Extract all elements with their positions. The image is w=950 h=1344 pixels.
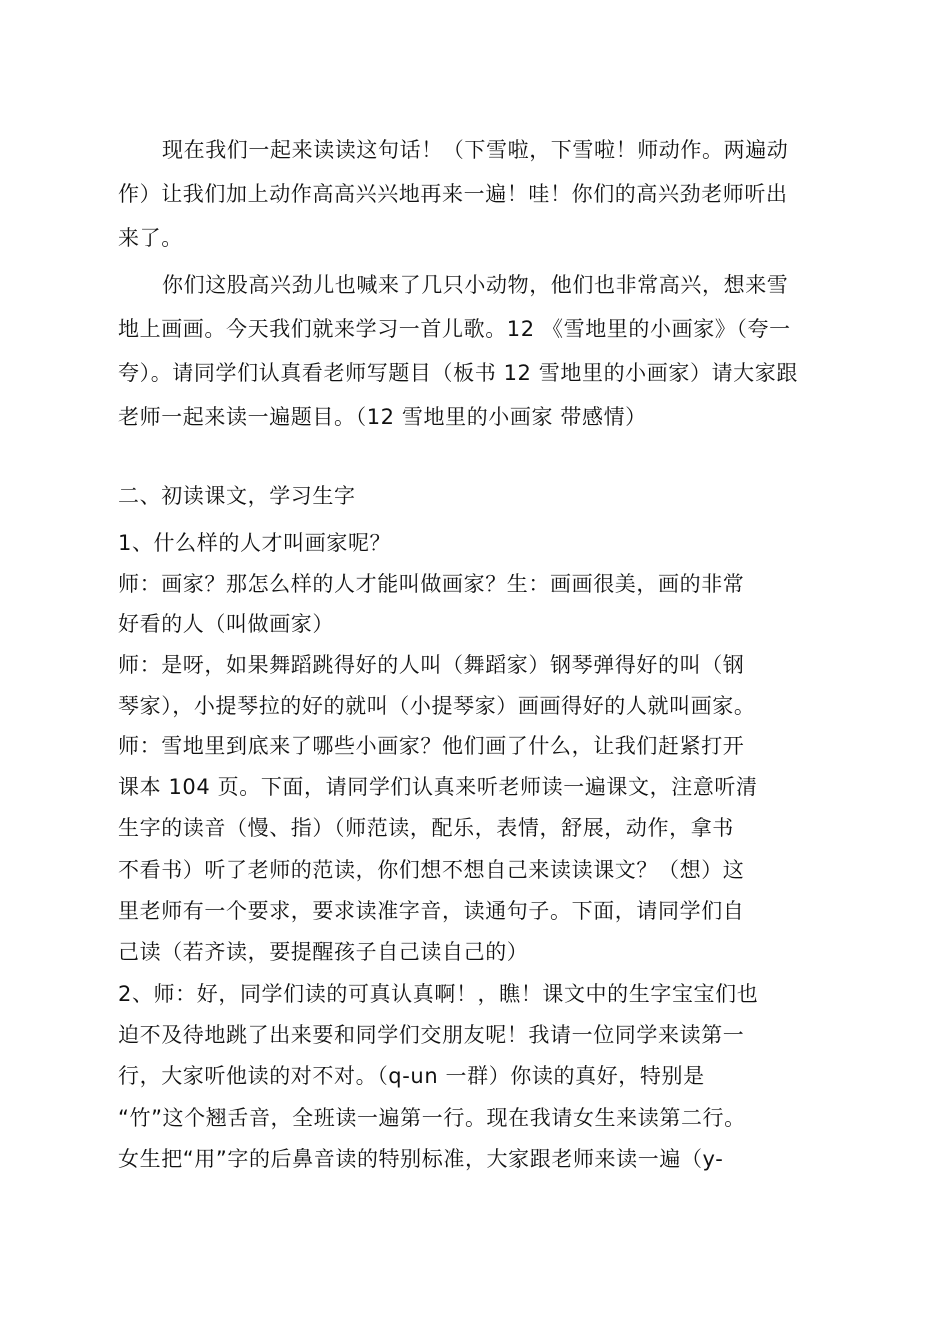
body-line: 师：雪地里到底来了哪些小画家？他们画了什么，让我们赶紧打开 (118, 734, 745, 758)
body-line: 1、什么样的人才叫画家呢？ (118, 531, 392, 555)
body-line: 师：画家？那怎么样的人才能叫做画家？生：画画很美，画的非常 (118, 572, 745, 596)
body-line: 迫不及待地跳了出来要和同学们交朋友呢！我请一位同学来读第一 (118, 1023, 745, 1047)
body-line: 2、师：好，同学们读的可真认真啊！，瞧！课文中的生字宝宝们也 (118, 982, 759, 1006)
body-line: 生字的读音（慢、指）（师范读，配乐，表情，舒展，动作，拿书 (118, 816, 734, 840)
body-line: “竹”这个翘舌音，全班读一遍第一行。现在我请女生来读第二行。 (118, 1106, 746, 1130)
section-heading: 二、初读课文，学习生字 (118, 484, 356, 508)
paragraph-1-line-2: 作）让我们加上动作高高兴兴地再来一遍！哇！你们的高兴劲老师听出 (118, 182, 788, 206)
body-line: 行，大家听他读的对不对。（q-un 一群）你读的真好，特别是 (118, 1064, 705, 1088)
paragraph-1-line-1: 现在我们一起来读读这句话！（下雪啦，下雪啦！师动作。两遍动 (162, 138, 789, 162)
body-line: 好看的人（叫做画家） (118, 612, 334, 636)
paragraph-2-line-1: 你们这股高兴劲儿也喊来了几只小动物，他们也非常高兴，想来雪 (162, 273, 789, 297)
body-line: 课本 104 页。下面，请同学们认真来听老师读一遍课文，注意听清 (118, 775, 758, 799)
paragraph-1-line-3: 来了。 (118, 226, 183, 250)
paragraph-2-line-3: 夸）。请同学们认真看老师写题目（板书 12 雪地里的小画家）请大家跟 (118, 361, 798, 385)
body-line: 琴家），小提琴拉的好的就叫（小提琴家）画画得好的人就叫画家。 (118, 694, 756, 718)
paragraph-2-line-2: 地上画画。今天我们就来学习一首儿歌。12 《雪地里的小画家》（夸一 (118, 317, 791, 341)
body-line: 女生把“用”字的后鼻音读的特别标准，大家跟老师来读一遍（y- (118, 1147, 724, 1171)
body-line: 师：是呀，如果舞蹈跳得好的人叫（舞蹈家）钢琴弹得好的叫（钢 (118, 653, 745, 677)
paragraph-2-line-4: 老师一起来读一遍题目。（12 雪地里的小画家 带感情） (118, 405, 647, 429)
body-line: 不看书）听了老师的范读，你们想不想自己来读读课文？（想）这 (118, 858, 745, 882)
body-line: 己读（若齐读，要提醒孩子自己读自己的） (118, 940, 529, 964)
body-line: 里老师有一个要求，要求读准字音，读通句子。下面，请同学们自 (118, 899, 745, 923)
